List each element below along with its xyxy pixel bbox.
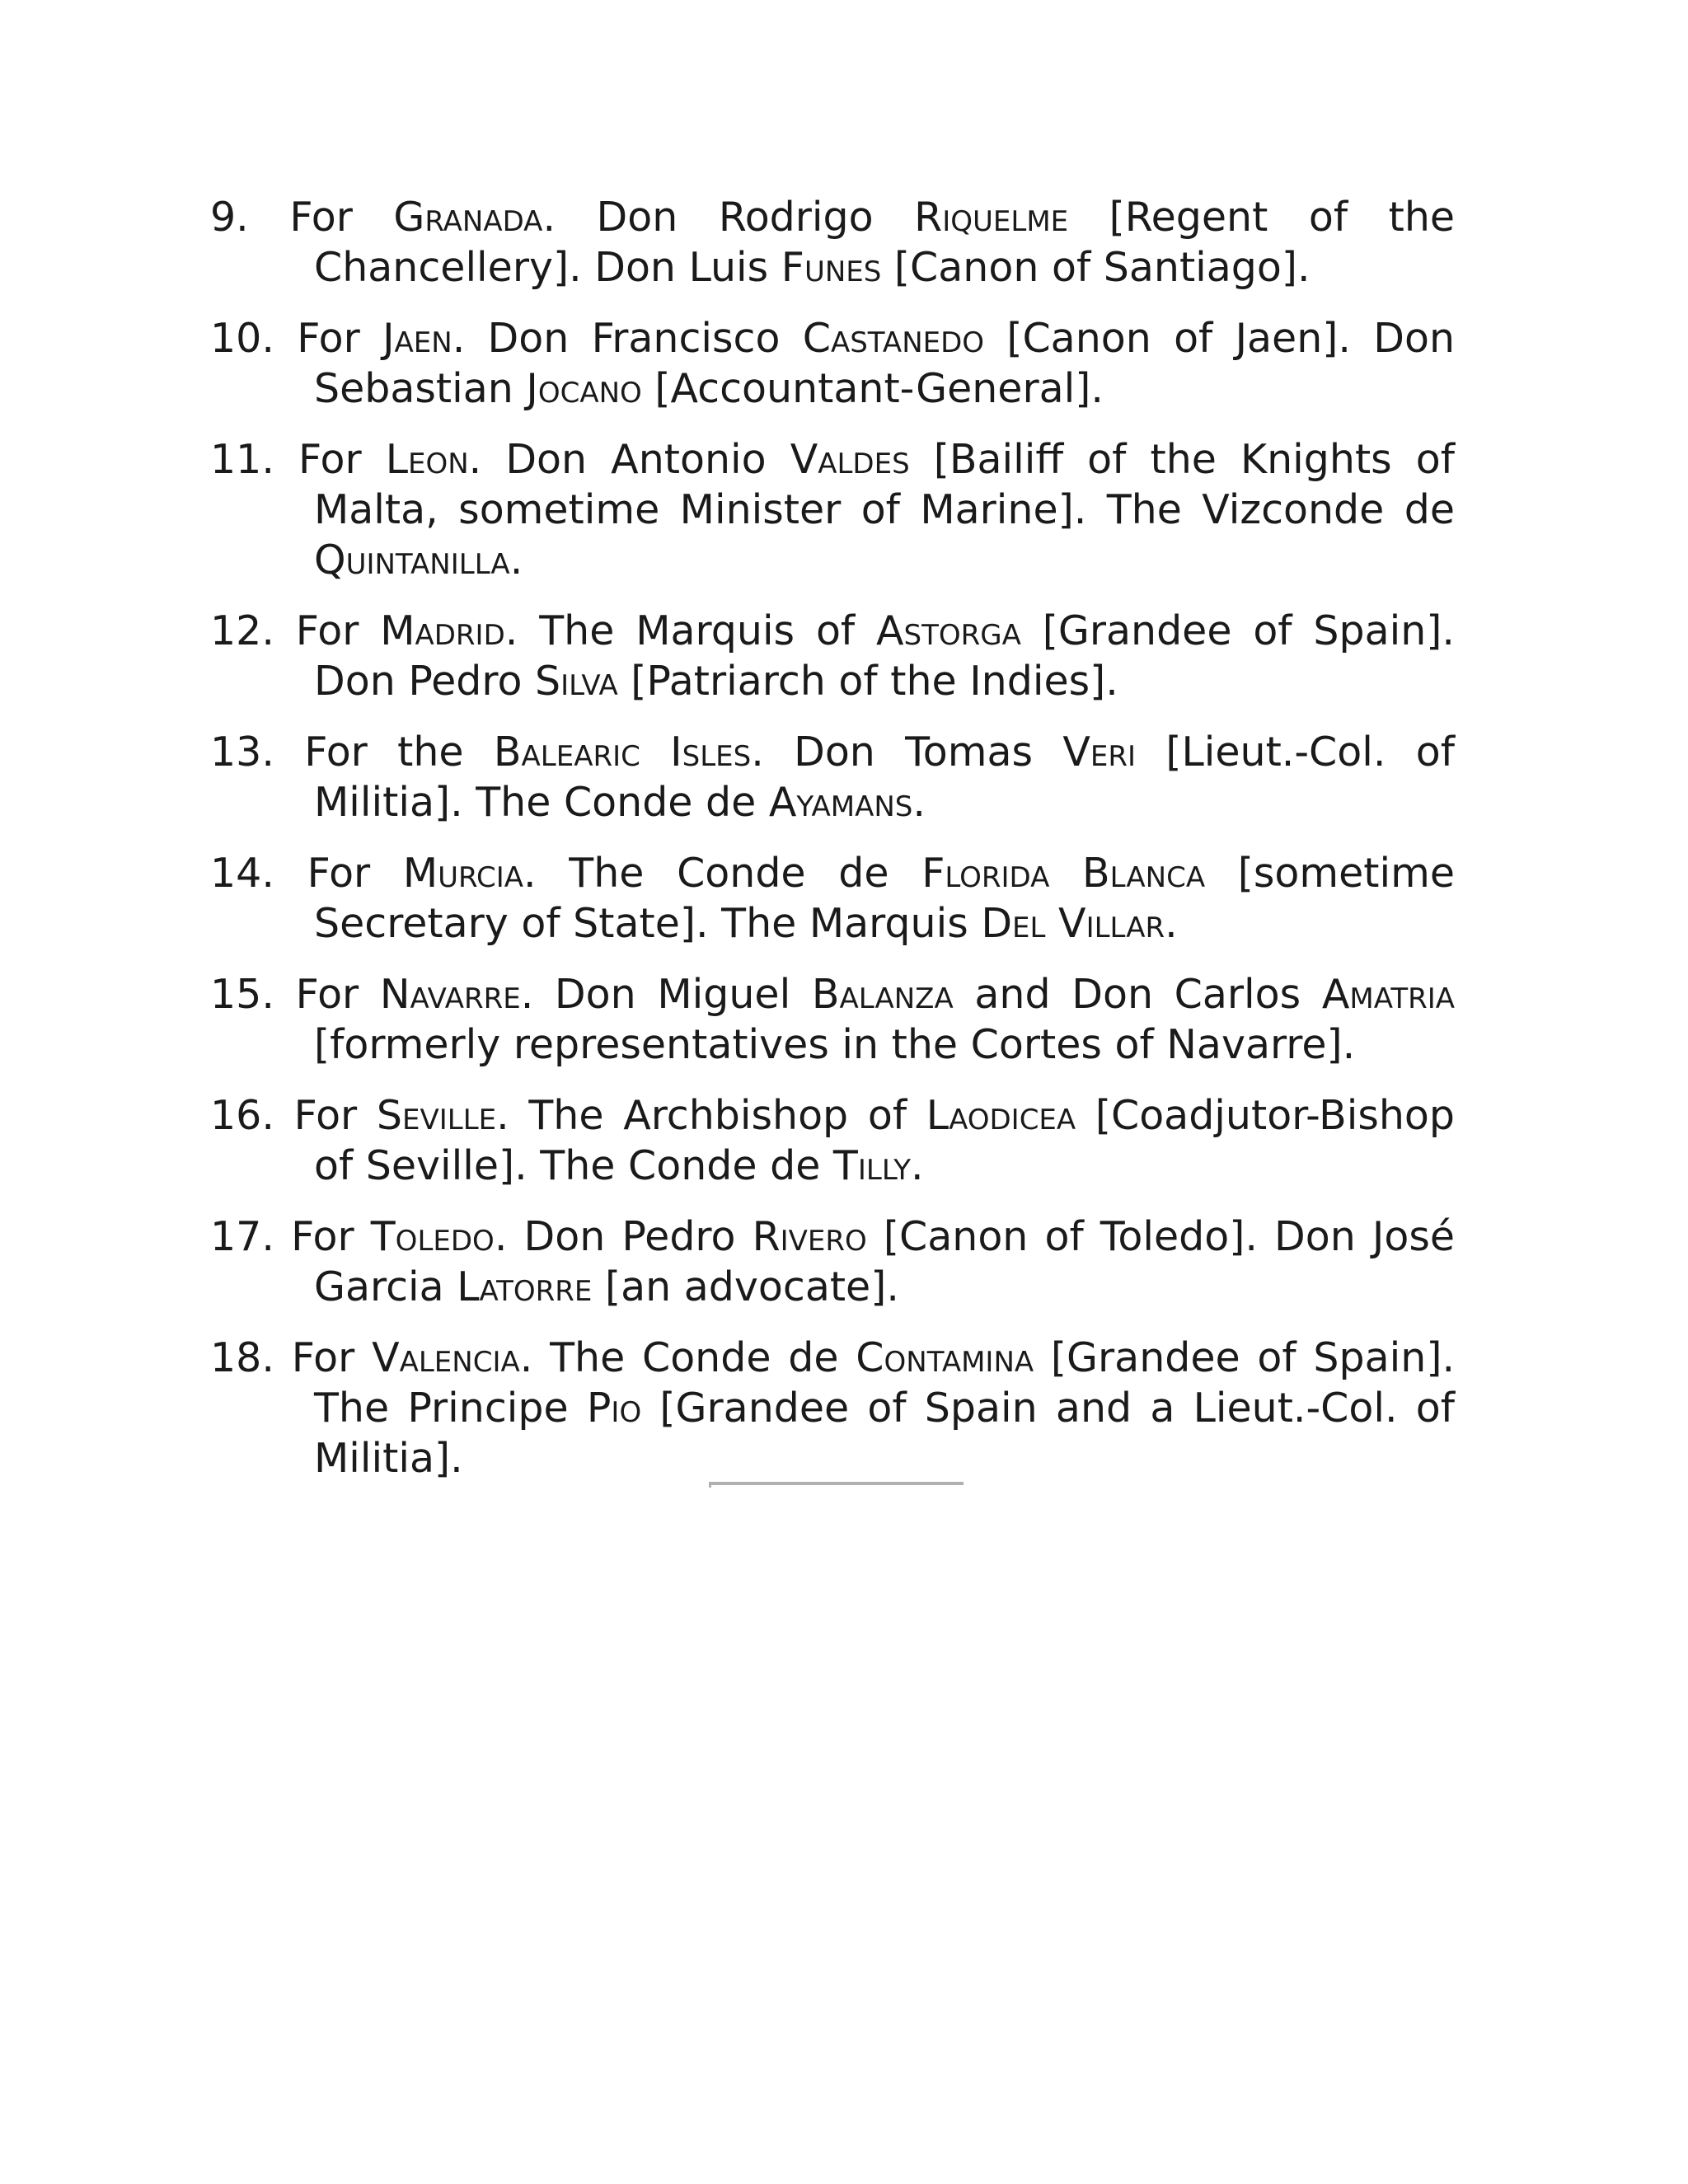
list-item <box>210 969 1455 1070</box>
item-text: . <box>509 537 523 583</box>
item-text: [Lieut.-Col. of Militia]. The Conde de <box>314 729 1455 826</box>
place-or-name: Rivero <box>752 1213 867 1260</box>
place-or-name: Jaen <box>382 315 452 362</box>
item-text: . The Marquis of <box>504 607 877 654</box>
place-or-name: Navarre <box>379 971 521 1018</box>
list-item <box>210 434 1455 585</box>
item-number: 17. <box>210 1213 274 1260</box>
item-number: 9. <box>210 194 249 241</box>
item-text: . Don Miguel <box>520 971 812 1018</box>
place-or-name: Ayamans <box>768 779 913 826</box>
place-or-name: Quintanilla <box>314 537 510 583</box>
item-text: . The Conde de <box>523 850 922 897</box>
item-text: [Canon of Toledo]. Don José Garcia <box>314 1213 1456 1310</box>
item-text: For <box>298 436 386 483</box>
item-number: 10. <box>210 315 274 362</box>
item-text: . Don Francisco <box>452 315 803 362</box>
item-text: [Grandee of Spain]. Don Pedro <box>314 607 1456 705</box>
item-text: . Don Rodrigo <box>542 194 915 241</box>
list-item <box>210 606 1455 706</box>
item-text: [sometime Secretary of State]. The Marquis <box>314 850 1455 947</box>
item-text: [Regent of the Chancellery]. Don Luis <box>314 194 1456 291</box>
item-text: [Grandee of Spain and a Lieut.-Col. of Militia]. <box>314 1385 1455 1482</box>
item-text: . The Archbishop of <box>496 1092 926 1139</box>
item-text: For <box>307 850 403 897</box>
item-number: 14. <box>210 850 274 897</box>
item-text: [Accountant-General]. <box>641 365 1104 412</box>
item-text: For <box>297 315 383 362</box>
item-number: 15. <box>210 971 274 1018</box>
item-text: [Coadjutor-Bishop of Seville]. The Conde de <box>314 1092 1456 1189</box>
place-or-name: Jocano <box>526 365 642 412</box>
list-item <box>210 192 1455 293</box>
place-or-name: Seville <box>376 1092 497 1139</box>
place-or-name: Toledo <box>370 1213 495 1260</box>
item-text: . <box>911 1142 924 1189</box>
place-or-name: Laodicea <box>926 1092 1076 1139</box>
list-item <box>210 1090 1455 1191</box>
section-divider <box>709 1482 964 1488</box>
item-text: For the <box>304 729 494 776</box>
list-item <box>210 1212 1455 1312</box>
item-text: . Don Tomas <box>751 729 1063 776</box>
item-text: . Don Antonio <box>468 436 790 483</box>
list-item <box>210 313 1455 414</box>
place-or-name: Florida Blanca <box>921 850 1206 897</box>
place-or-name: Riquelme <box>914 194 1069 241</box>
place-or-name: Funes <box>781 244 882 291</box>
item-number: 13. <box>210 729 274 776</box>
page-content <box>210 192 1455 1504</box>
item-text: For <box>293 1092 377 1139</box>
item-text: For <box>291 1334 373 1381</box>
place-or-name: Del Villar <box>981 900 1165 947</box>
item-text: [Patriarch of the Indies]. <box>617 658 1118 705</box>
item-text: For <box>295 971 380 1018</box>
place-or-name: Astorga <box>876 607 1021 654</box>
list-item <box>210 1333 1455 1483</box>
place-or-name: Amatria <box>1321 971 1456 1018</box>
item-text: [Grandee of Spain]. The Principe <box>314 1334 1456 1432</box>
place-or-name: Pio <box>586 1385 642 1432</box>
place-or-name: Veri <box>1062 729 1137 776</box>
item-text: . <box>912 779 926 826</box>
item-text: . The Conde de <box>519 1334 856 1381</box>
list-item <box>210 848 1455 949</box>
item-number: 12. <box>210 607 274 654</box>
item-text: and Don Carlos <box>953 971 1322 1018</box>
place-or-name: Silva <box>535 658 618 705</box>
item-text: [formerly representatives in the Cortes of Navarre]. <box>314 1021 1356 1068</box>
place-or-name: Castanedo <box>802 315 985 362</box>
list-item <box>210 727 1455 827</box>
place-or-name: Granada <box>393 194 543 241</box>
item-number: 11. <box>210 436 274 483</box>
place-or-name: Valdes <box>790 436 910 483</box>
item-text: [Bailiff of the Knights of Malta, sometime Minister of Marine]. The Vizconde de <box>314 436 1456 533</box>
place-or-name: Leon <box>385 436 469 483</box>
place-or-name: Contamina <box>856 1334 1034 1381</box>
item-text: [an advocate]. <box>592 1263 899 1310</box>
item-text: [Canon of Santiago]. <box>881 244 1311 291</box>
item-text: . Don Pedro <box>494 1213 753 1260</box>
place-or-name: Latorre <box>457 1263 593 1310</box>
item-text: . <box>1165 900 1178 947</box>
item-text: For <box>291 1213 371 1260</box>
item-text: For <box>295 607 381 654</box>
item-text: [Canon of Jaen]. Don Sebastian <box>314 315 1456 412</box>
item-text: For <box>289 194 394 241</box>
place-or-name: Madrid <box>380 607 505 654</box>
place-or-name: Valencia <box>372 1334 520 1381</box>
item-number: 16. <box>210 1092 274 1139</box>
place-or-name: Balanza <box>811 971 954 1018</box>
item-number: 18. <box>210 1334 274 1381</box>
place-or-name: Balearic Isles <box>493 729 752 776</box>
place-or-name: Tilly <box>832 1142 912 1189</box>
place-or-name: Murcia <box>402 850 523 897</box>
